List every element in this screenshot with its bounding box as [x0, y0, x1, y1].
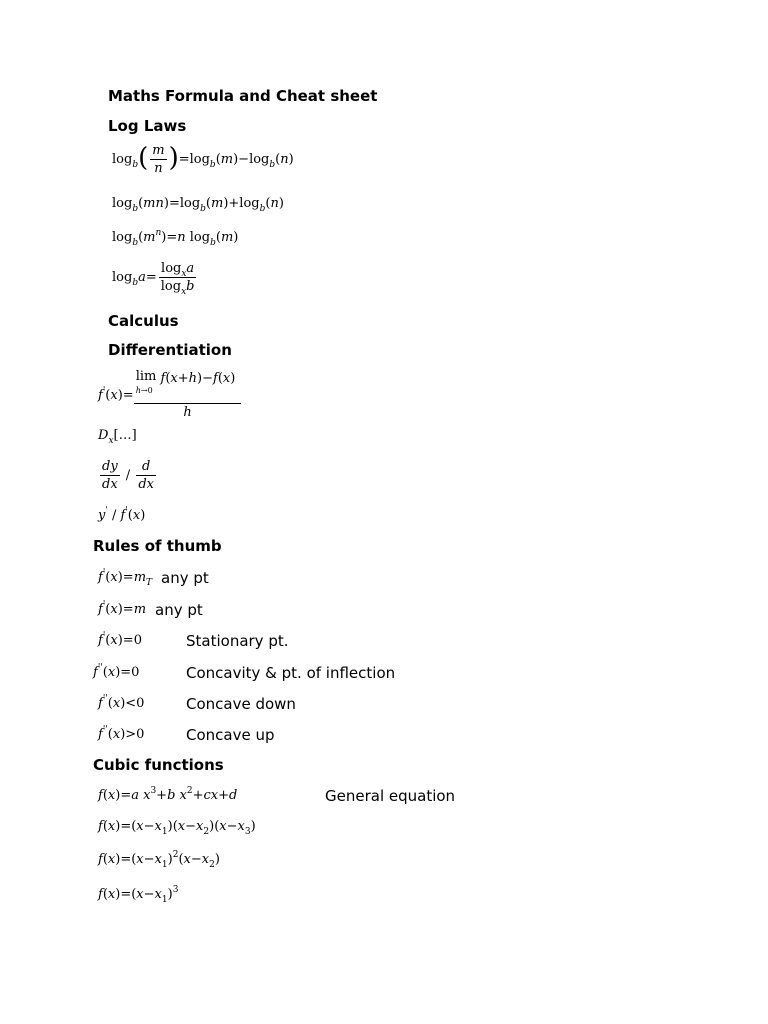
rule-label-concave-down: Concave down	[186, 695, 296, 713]
formula-cubic-three-roots: $f(x)=(x-x_1)(x-x_2)(x-x_3)$	[98, 819, 256, 837]
rule-label-any-pt-tangent: any pt	[161, 569, 209, 587]
formula-cubic-general: f(x)=a $x^3+b$ $x^2+cx+d$	[98, 786, 238, 803]
section-heading-differentiation: Differentiation	[108, 341, 232, 359]
section-heading-log-laws: Log Laws	[108, 117, 187, 135]
section-heading-rules-of-thumb: Rules of thumb	[93, 537, 222, 555]
formula-concave-down: f''(x)<0	[98, 694, 145, 711]
formula-cubic-triple-root: $f(x)=(x-x_1)^3$	[98, 885, 179, 905]
formula-stationary: f'(x)=0	[98, 631, 142, 648]
cubic-label-general-equation: General equation	[325, 787, 456, 805]
section-heading-cubic-functions: Cubic functions	[93, 756, 224, 774]
formula-log-product: $\log_b(mn)=\log_b(m)+\log_b(n)$	[112, 196, 284, 214]
rule-label-concavity: Concavity & pt. of inflection	[186, 664, 396, 682]
formula-concave-up: f''(x)>0	[98, 725, 145, 742]
formula-tangent-gradient: $f'(x)=m_T$	[98, 568, 153, 588]
rule-label-any-pt-gradient: any pt	[155, 601, 203, 619]
formula-gradient: f'(x)=m	[98, 600, 147, 617]
formula-leibniz-notation: $\frac{dy}{dx}$ / $\frac{d}{dx}$	[102, 459, 154, 492]
formula-prime-notation: y' / f'(x)	[98, 506, 146, 523]
formula-cubic-repeated-root: $f(x)=(x-x_1)^2(x-x_2)$	[98, 850, 220, 870]
formula-log-power: $\log_b(m^n)=n$ $\log_b(m)$	[112, 228, 239, 248]
rule-label-concave-up: Concave up	[186, 726, 275, 744]
formula-inflection: f''(x)=0	[93, 663, 140, 680]
page-title: Maths Formula and Cheat sheet	[108, 87, 378, 105]
formula-derivative-definition: f'(x)= lim h→0 f(x+h)−f(x) h	[98, 371, 243, 420]
rule-label-stationary: Stationary pt.	[186, 632, 289, 650]
formula-d-operator: $D_x[\dots]$	[98, 428, 137, 446]
formula-log-quotient: $\log_b$( $\frac{m}{n}$ )$=\log_b(m)-\log_b(n)$	[112, 142, 294, 176]
formula-log-change-of-base: $\log_ba=$ $\frac{\log_xa}{\log_xb}$	[112, 261, 195, 297]
section-heading-calculus: Calculus	[108, 312, 179, 330]
